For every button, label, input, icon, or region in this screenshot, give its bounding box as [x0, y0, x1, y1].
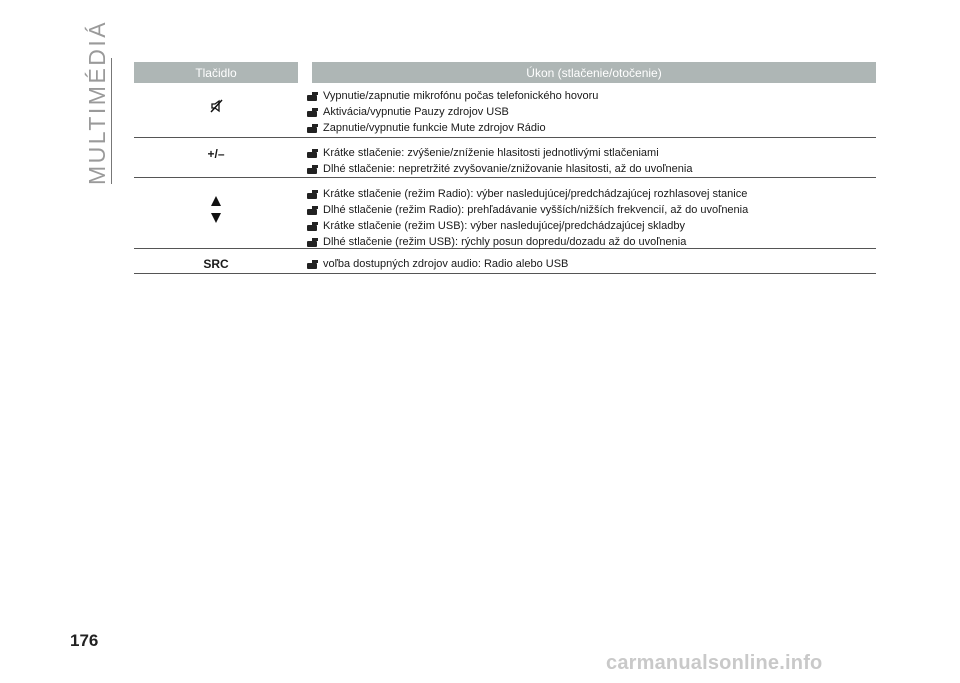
arrow-down-icon — [211, 213, 221, 223]
list-item: Dlhé stlačenie: nepretržité zvyšovanie/znižovanie hlasitosti, až do uvoľnenia — [306, 161, 876, 177]
header-button-column: Tlačidlo — [134, 62, 298, 83]
section-title-vertical: MULTIMÉDIÁ — [84, 19, 110, 185]
action-cell — [298, 88, 876, 137]
key-cell: +/– — [207, 147, 225, 161]
page-number: 176 — [70, 631, 99, 650]
table-row — [134, 178, 876, 249]
bullet-icon — [306, 259, 319, 270]
bullet-icon — [306, 107, 319, 118]
bullet-icon — [306, 237, 319, 248]
action-cell — [298, 186, 876, 248]
section-divider — [111, 58, 112, 184]
mute-microphone-icon — [209, 98, 223, 114]
arrow-up-icon — [211, 196, 221, 206]
list-item: Aktivácia/vypnutie Pauzy zdrojov USB — [306, 104, 876, 120]
header-action-column: Úkon (stlačenie/otočenie) — [312, 62, 876, 83]
bullet-icon — [306, 189, 319, 200]
bullet-icon — [306, 221, 319, 232]
list-item: Krátke stlačenie (režim Radio): výber nasledujúcej/predchádzajúcej rozhlasovej stanice — [306, 186, 876, 202]
watermark: carmanualsonline.info — [606, 652, 823, 674]
key-cell — [134, 186, 298, 248]
controls-table — [134, 62, 876, 274]
key-cell: SRC — [203, 257, 229, 271]
bullet-icon — [306, 123, 319, 134]
up-down-arrows-icon — [211, 186, 221, 223]
list-item: Dlhé stlačenie (režim USB): rýchly posun dopredu/dozadu až do uvoľnenia — [306, 234, 876, 250]
table-row — [134, 138, 876, 178]
list-item: Zapnutie/vypnutie funkcie Mute zdrojov Rádio — [306, 120, 876, 136]
bullet-icon — [306, 205, 319, 216]
key-cell — [134, 88, 298, 137]
action-cell — [298, 145, 876, 177]
list-item: voľba dostupných zdrojov audio: Radio alebo USB — [306, 256, 876, 272]
list-item: Krátke stlačenie (režim USB): výber nasledujúcej/predchádzajúcej skladby — [306, 218, 876, 234]
bullet-icon — [306, 91, 319, 102]
table-header — [134, 62, 876, 83]
bullet-icon — [306, 148, 319, 159]
bullet-icon — [306, 164, 319, 175]
list-item: Krátke stlačenie: zvýšenie/zníženie hlasitosti jednotlivými stlačeniami — [306, 145, 876, 161]
action-cell — [298, 256, 876, 273]
list-item: Vypnutie/zapnutie mikrofónu počas telefonického hovoru — [306, 88, 876, 104]
list-item: Dlhé stlačenie (režim Radio): prehľadávanie vyšších/nižších frekvencií, až do uvoľnenia — [306, 202, 876, 218]
table-row — [134, 249, 876, 274]
table-row — [134, 83, 876, 138]
